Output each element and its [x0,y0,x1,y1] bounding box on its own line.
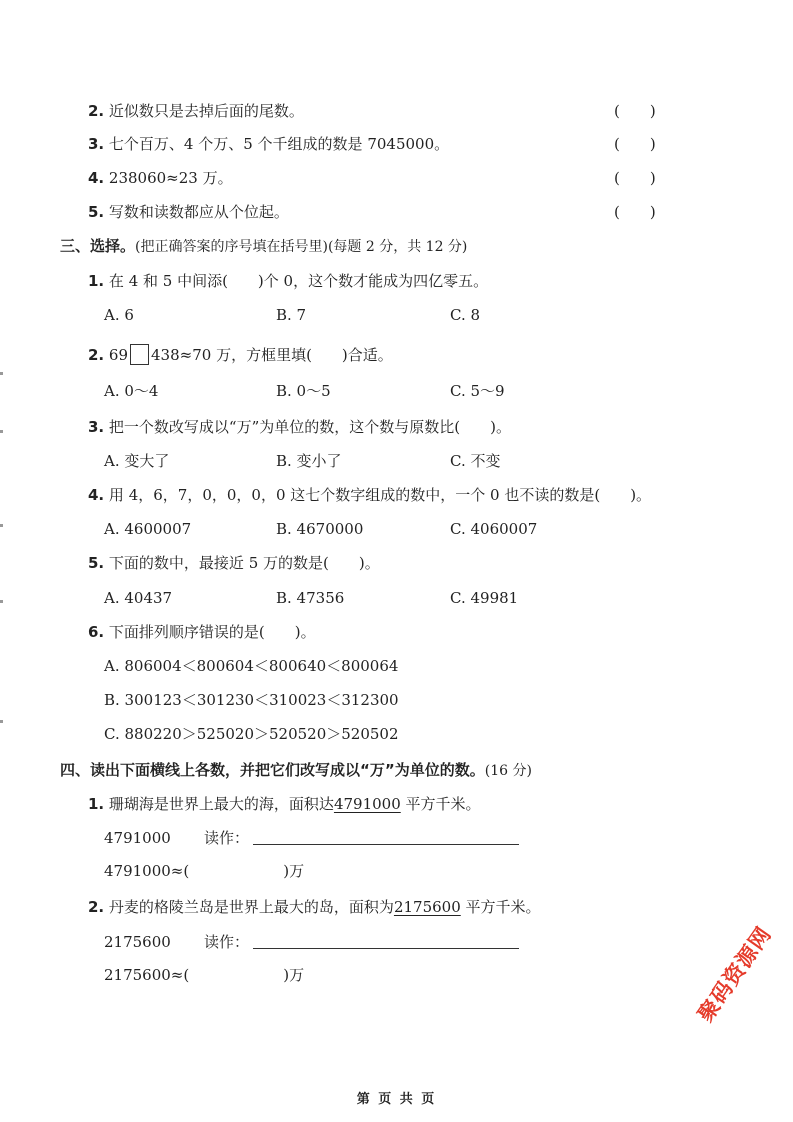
choice-option[interactable]: A. 40437 [104,589,173,607]
choice-option[interactable]: A. 变大了 [104,452,170,470]
choice-option[interactable]: B. 300123＜301230＜310023＜312300 [104,691,399,709]
choice-option[interactable]: C. 5～9 [450,382,505,400]
scan-mark [0,372,3,375]
read-as-blank[interactable] [253,932,519,949]
read-q2: 2. 丹麦的格陵兰岛是世界上最大的岛，面积为2175600 平方千米。 [88,898,541,916]
answer-paren[interactable]: ( ) [614,102,656,120]
choice-q6: 6. 下面排列顺序错误的是( )。 [88,623,316,641]
choice-q2: 2. 69 438≈70 万，方框里填( )合适。 [88,346,393,364]
choice-option[interactable]: B. 47356 [276,589,345,607]
choice-option[interactable]: C. 8 [450,306,481,324]
read-as-row: 读作： [204,932,519,952]
section-4-title: 四、读出下面横线上各数，并把它们改写成以“万”为单位的数。(16 分) [60,761,532,779]
choice-option[interactable]: B. 7 [276,306,307,324]
page-footer: 第 页 共 页 [356,1092,437,1107]
read-as-row: 读作： [204,828,519,848]
choice-option[interactable]: A. 0～4 [104,382,159,400]
choice-option[interactable]: A. 6 [104,306,134,324]
read-number: 4791000 [104,829,171,847]
choice-option[interactable]: C. 不变 [450,452,501,470]
section-3-title: 三、选择。(把正确答案的序号填在括号里)(每题 2 分，共 12 分) [60,237,468,255]
scan-mark [0,720,3,723]
approx-row: 2175600≈( )万 [104,966,305,984]
read-q1: 1. 珊瑚海是世界上最大的海，面积达4791000 平方千米。 [88,795,481,813]
choice-option[interactable]: A. 4600007 [104,520,192,538]
judge-item-4: 4. 238060≈23 万。 [88,169,233,187]
answer-paren[interactable]: ( ) [614,169,656,187]
choice-option[interactable]: C. 880220＞525020＞520520＞520502 [104,725,399,743]
choice-option[interactable]: B. 变小了 [276,452,342,470]
choice-q4: 4. 用 4，6，7，0，0，0，0 这七个数字组成的数中，一个 0 也不读的数是( )。 [88,486,652,504]
scan-mark [0,430,3,433]
judge-item-5: 5. 写数和读数都应从个位起。 [88,203,289,221]
judge-item-3: 3. 七个百万、4 个万、5 个千组成的数是 7045000。 [88,135,450,153]
scan-mark [0,524,3,527]
approx-row: 4791000≈( )万 [104,862,305,880]
scan-mark [0,600,3,603]
choice-option[interactable]: C. 4060007 [450,520,538,538]
answer-paren[interactable]: ( ) [614,135,656,153]
judge-item-2: 2. 近似数只是去掉后面的尾数。 [88,102,304,120]
read-as-blank[interactable] [253,828,519,845]
read-number: 2175600 [104,933,171,951]
answer-paren[interactable]: ( ) [614,203,656,221]
choice-option[interactable]: B. 0～5 [276,382,331,400]
choice-q5: 5. 下面的数中，最接近 5 万的数是( )。 [88,554,380,572]
blank-box[interactable] [130,344,149,365]
choice-option[interactable]: A. 806004＜800604＜800640＜800064 [104,657,399,675]
choice-option[interactable]: B. 4670000 [276,520,364,538]
choice-q1: 1. 在 4 和 5 中间添( )个 0，这个数才能成为四亿零五。 [88,272,489,290]
watermark: 聚码资源网 [693,922,777,1027]
choice-q3: 3. 把一个数改写成以“万”为单位的数，这个数与原数比( )。 [88,418,511,436]
choice-option[interactable]: C. 49981 [450,589,519,607]
